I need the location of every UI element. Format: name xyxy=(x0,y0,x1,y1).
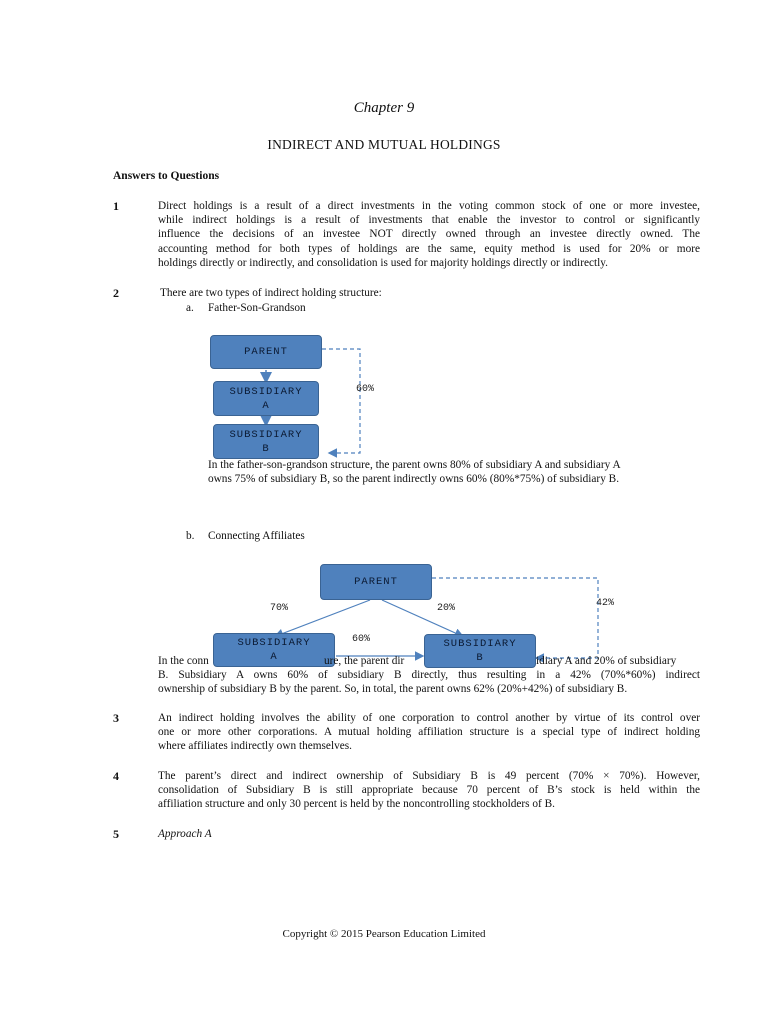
pct-indirect-a: 60% xyxy=(356,384,375,395)
q4-line: consolidation of Subsidiary B is still appropriate because 70 percent of B’s stock is held within the xyxy=(158,784,700,797)
q1-line: while indirect holdings is a result of investments that enable the investor to control or significantly xyxy=(158,214,700,227)
q3-line: An indirect holding involves the ability of one corporation to control another by virtue of its control over xyxy=(158,712,700,724)
q3-line: where affiliates indirectly own themselves. xyxy=(158,740,352,753)
node-subsidiary-a-b xyxy=(213,633,335,667)
page-title: INDIRECT AND MUTUAL HOLDINGS xyxy=(267,137,501,152)
explanation-line: owns 75% of subsidiary B, so the parent indirectly owns 60% (80%*75%) of subsidiary B. xyxy=(208,473,620,485)
question-2-intro: There are two types of indirect holding structure: xyxy=(160,287,382,299)
question-3-answer xyxy=(158,711,700,754)
pct-indirect-b: 42% xyxy=(596,598,615,609)
item-a-title: Father-Son-Grandson xyxy=(208,302,306,314)
arrow-parent-to-sub-a xyxy=(276,600,370,636)
question-5-number: 5 xyxy=(113,827,119,841)
section-heading: Answers to Questions xyxy=(113,170,220,182)
question-2-number: 2 xyxy=(113,286,119,300)
question-3-number: 3 xyxy=(113,711,119,725)
node-subsidiary-b-b xyxy=(424,634,536,668)
node-label: SUBSIDIARY xyxy=(229,385,303,398)
node-label: SUBSIDIARY xyxy=(237,637,311,649)
node-label: A xyxy=(262,399,270,412)
pct-a-to-b: 60% xyxy=(352,634,371,645)
q1-line: accounting method for both types of holdings are the same, equity method is used for 20% or more xyxy=(158,242,700,255)
copyright-footer: Copyright © 2015 Pearson Education Limited xyxy=(282,928,486,940)
item-b-label: b. xyxy=(186,530,195,542)
explanation-line: B. Subsidiary A owns 60% of subsidiary B directly, thus resulting in a 42% (70%*60%) indirect xyxy=(158,669,700,681)
node-label: B xyxy=(262,442,270,455)
item-b-line1-left: In the conn xyxy=(158,655,209,667)
question-4-answer xyxy=(158,769,700,812)
q3-line: one or more other corporations. A mutual holding affiliation structure is a special type of indirect holding xyxy=(158,726,700,739)
node-parent-label: PARENT xyxy=(354,576,398,588)
node-parent-b xyxy=(320,564,432,600)
chapter-label: Chapter 9 xyxy=(353,100,415,116)
q4-line: affiliation structure and only 30 percent is held by the noncontrolling stockholders of B. xyxy=(158,798,555,811)
pct-parent-to-a: 70% xyxy=(270,603,289,614)
question-5-answer: Approach A xyxy=(158,828,212,840)
question-1-number: 1 xyxy=(113,199,119,213)
q1-line: influence the decisions of an investee NOT directly owned through an investee directly owned. The xyxy=(158,228,700,241)
explanation-line: In the father-son-grandson structure, the parent owns 80% of subsidiary A and subsidiary A xyxy=(208,459,621,471)
node-parent-label: PARENT xyxy=(244,346,288,358)
item-b-line1-mid: ure, the parent dir xyxy=(324,655,405,667)
item-a-label: a. xyxy=(186,302,194,314)
q1-line: Direct holdings is a result of a direct investments in the voting common stock of one or more investee, xyxy=(158,200,700,212)
node-label: A xyxy=(270,651,278,663)
node-label: B xyxy=(476,652,484,664)
question-4-number: 4 xyxy=(113,769,119,783)
node-label: SUBSIDIARY xyxy=(443,638,517,650)
explanation-line: ownership of subsidiary B by the parent. So, in total, the parent owns 62% (20%+42%) of subsidiary B. xyxy=(158,683,628,696)
q1-line: holdings directly or indirectly, and consolidation is used for majority holdings directly or indirectly. xyxy=(158,256,609,269)
item-b-explanation xyxy=(158,668,700,696)
item-b-title: Connecting Affiliates xyxy=(208,530,305,542)
pct-parent-to-b: 20% xyxy=(437,603,456,614)
q4-line: The parent’s direct and indirect ownership of Subsidiary B is 49 percent (70% × 70%). However, xyxy=(158,770,700,782)
item-b-line1-right: idiary A and 20% of subsidiary xyxy=(536,655,677,667)
node-label: SUBSIDIARY xyxy=(229,428,303,441)
